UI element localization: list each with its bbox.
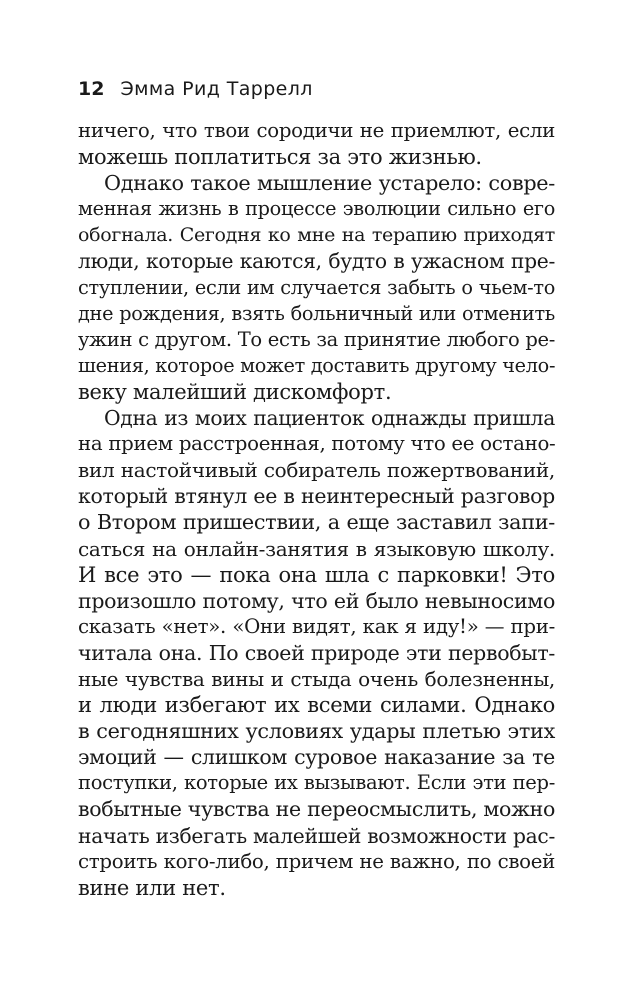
text-line: ные чувства вины и стыда очень болезненны,: [78, 666, 555, 691]
text-line: менная жизнь в процессе эволюции сильно его: [78, 197, 555, 221]
paragraph: [78, 405, 555, 901]
text-line: дне рождения, взять больничный или отменить: [78, 301, 555, 325]
text-line: строить кого-либо, причем не важно, по своей: [78, 849, 555, 873]
text-line: Одна из моих пациенток однажды пришла: [104, 406, 555, 431]
text-line: шения, которое может доставить другому чело-: [78, 353, 556, 377]
paragraph: [78, 118, 555, 170]
page-number: 12: [78, 78, 105, 100]
text-line: вине или нет.: [78, 875, 226, 900]
text-line: сказать «нет». «Они видят, как я иду!» — при-: [78, 614, 555, 638]
text-line: начать избегать малейшей возможности рас-: [78, 823, 555, 848]
text-line: Однако такое мышление устарело: совре-: [104, 171, 555, 196]
running-header-author: Эмма Рид Таррелл: [120, 78, 313, 100]
text-line: ужин с другом. То есть за принятие любого ре-: [78, 327, 556, 351]
text-line: и люди избегают их всеми силами. Однако: [78, 693, 555, 718]
text-line: ничего, что твои сородичи не приемлют, если: [78, 119, 555, 142]
text-line: ступлении, если им случается забыть о чьем-то: [78, 275, 555, 299]
text-line: произошло потому, что ей было невыносимо: [78, 588, 555, 613]
text-line: в сегодняшних условиях удары плетью этих: [78, 719, 555, 744]
text-line: люди, которые каются, будто в ужасном пре-: [78, 249, 555, 274]
book-page: [78, 74, 555, 901]
paragraph: [78, 170, 555, 405]
text-line: который втянул ее в неинтересный разговор: [78, 484, 555, 509]
text-line: на прием расстроенная, потому что ее остано-: [78, 432, 556, 456]
text-line: эмоций — слишком суровое наказание за те: [78, 745, 555, 770]
text-line: поступки, которые их вызывают. Если эти пер-: [78, 771, 555, 795]
text-line: читала она. По своей природе эти первобыт-: [78, 640, 555, 665]
body-text: [78, 118, 555, 901]
text-line: о Втором пришествии, а еще заставил запи-: [78, 510, 555, 535]
text-line: можешь поплатиться за это жизнью.: [78, 145, 482, 170]
text-line: И все это — пока она шла с парковки! Это: [78, 562, 555, 587]
text-line: обогнала. Сегодня ко мне на терапию приходят: [78, 224, 555, 247]
text-line: вобытные чувства не переосмыслить, можно: [78, 797, 556, 822]
running-header: [78, 74, 555, 108]
text-line: вил настойчивый собиратель пожертвований,: [78, 458, 555, 483]
text-line: веку малейший дискомфорт.: [78, 379, 392, 404]
text-line: саться на онлайн-занятия в языковую школу.: [78, 536, 555, 561]
